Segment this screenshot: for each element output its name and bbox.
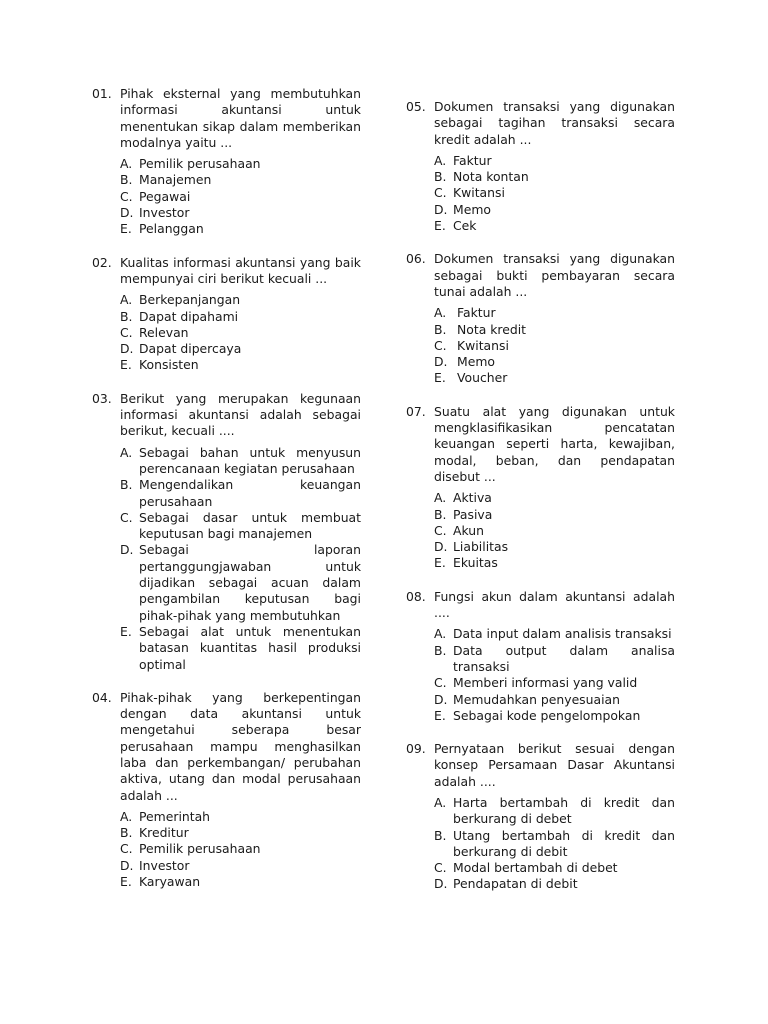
- option-letter: D.: [120, 542, 134, 558]
- question-number: 03.: [92, 390, 112, 406]
- option-text: Pendapatan di debit: [453, 876, 578, 892]
- option-letter: B.: [434, 321, 447, 337]
- question-number: 06.: [406, 251, 426, 267]
- question-item: [92, 255, 361, 374]
- answer-option: [434, 370, 675, 386]
- question-text: Fungsi akun dalam akuntansi adalah ....: [434, 588, 675, 621]
- option-letter: E.: [120, 874, 132, 890]
- option-text: Kwitansi: [457, 337, 509, 353]
- question-text: Dokumen transaksi yang digunakan sebagai tagihan transaksi secara kredit adalah ...: [434, 99, 675, 147]
- option-letter: A.: [434, 794, 447, 810]
- answer-option: [120, 825, 361, 841]
- answer-options: [434, 153, 675, 234]
- option-letter: B.: [434, 642, 447, 658]
- option-letter: C.: [120, 324, 133, 340]
- option-text: Relevan: [139, 324, 189, 340]
- option-text: Memo: [453, 201, 491, 217]
- question-stem: [92, 86, 361, 151]
- question-item: [406, 741, 675, 893]
- answer-option: [120, 858, 361, 874]
- option-letter: A.: [434, 305, 447, 321]
- option-letter: A.: [120, 156, 133, 172]
- answer-options: [120, 156, 361, 237]
- option-text: Data input dalam analisis transaksi: [453, 626, 672, 642]
- option-text: Dapat dipahami: [139, 308, 239, 324]
- answer-option: [434, 338, 675, 354]
- option-text: Memudahkan penyesuaian: [453, 691, 620, 707]
- option-letter: A.: [120, 444, 133, 460]
- answer-option: [120, 874, 361, 890]
- option-text: Nota kontan: [453, 169, 529, 185]
- answer-option: [120, 221, 361, 237]
- option-text: Cek: [453, 218, 477, 234]
- answer-option: [120, 205, 361, 221]
- question-number: 09.: [406, 741, 426, 757]
- question-text: Pihak-pihak yang berkepentingan dengan data akuntansi untuk mengetahui seberapa besar perusahaan mampu menghasilkan laba dan perkembangan/ perubahan aktiva, utang dan modal perusahaan adalah ...: [120, 689, 361, 803]
- option-text: Utang bertambah di kredit dan berkurang di debit: [453, 827, 675, 859]
- option-text: Pegawai: [139, 188, 191, 204]
- option-letter: B.: [434, 827, 447, 843]
- answer-option: [120, 341, 361, 357]
- option-letter: A.: [434, 152, 447, 168]
- answer-option: [120, 841, 361, 857]
- answer-option: [120, 309, 361, 325]
- option-letter: D.: [120, 341, 134, 357]
- option-text: Aktiva: [453, 490, 492, 506]
- question-text: Berikut yang merupakan kegunaan informasi akuntansi adalah sebagai berikut, kecuali ....: [120, 390, 361, 439]
- answer-option: [434, 675, 675, 691]
- answer-options: [120, 445, 361, 673]
- option-letter: D.: [434, 876, 448, 892]
- answer-option: [434, 305, 675, 321]
- option-letter: E.: [120, 221, 132, 237]
- question-item: [406, 589, 675, 724]
- option-text: Akun: [453, 522, 484, 538]
- answer-option: [120, 477, 361, 510]
- answer-option: [434, 626, 675, 642]
- option-text: Sebagai alat untuk menentukan batasan kuantitas hasil produksi optimal: [139, 623, 361, 672]
- question-number: 05.: [406, 99, 426, 114]
- answer-option: [434, 555, 675, 571]
- option-text: Kwitansi: [453, 185, 505, 201]
- question-number: 07.: [406, 403, 426, 419]
- option-letter: C.: [434, 185, 447, 201]
- option-text: Sebagai laporan pertanggungjawaban untuk dijadikan sebagai acuan dalam pengambilan keputusan bagi pihak-pihak yang membutuhkan: [139, 542, 361, 623]
- question-text: Dokumen transaksi yang digunakan sebagai bukti pembayaran secara tunai adalah ...: [434, 251, 675, 299]
- question-text: Suatu alat yang digunakan untuk mengklasifikasikan pencatatan keuangan seperti harta, kewajiban, modal, beban, dan pendapatan disebut ...: [434, 403, 675, 484]
- option-letter: B.: [120, 825, 133, 841]
- answer-option: [120, 189, 361, 205]
- question-stem: [92, 391, 361, 440]
- option-text: Sebagai dasar untuk membuat keputusan bagi manajemen: [139, 509, 361, 542]
- option-letter: A.: [434, 626, 447, 642]
- option-text: Manajemen: [139, 172, 212, 188]
- option-text: Pemerintah: [139, 808, 211, 824]
- answer-option: [434, 523, 675, 539]
- option-text: Berkepanjangan: [139, 292, 241, 308]
- option-letter: C.: [434, 675, 447, 691]
- answer-options: [434, 305, 675, 386]
- option-letter: E.: [120, 357, 132, 373]
- left-question-column: [92, 86, 361, 907]
- option-text: Dapat dipercaya: [139, 341, 242, 357]
- answer-option: [434, 860, 675, 876]
- option-letter: E.: [434, 370, 446, 386]
- option-letter: E.: [434, 555, 446, 571]
- option-text: Investor: [139, 857, 190, 873]
- question-text: Pihak eksternal yang membutuhkan informasi akuntansi untuk menentukan sikap dalam memberikan modalnya yaitu ...: [120, 86, 361, 150]
- answer-option: [434, 795, 675, 828]
- option-text: Memo: [457, 354, 495, 370]
- option-text: Karyawan: [139, 874, 201, 890]
- answer-option: [120, 156, 361, 172]
- question-text: Kualitas informasi akuntansi yang baik mempunyai ciri berikut kecuali ...: [120, 254, 361, 286]
- answer-option: [120, 542, 361, 623]
- option-text: Modal bertambah di debet: [453, 860, 618, 876]
- answer-option: [120, 624, 361, 673]
- answer-option: [434, 708, 675, 724]
- option-text: Nota kredit: [457, 321, 527, 337]
- option-letter: B.: [120, 308, 133, 324]
- option-text: Sebagai kode pengelompokan: [453, 707, 641, 723]
- option-text: Mengendalikan keuangan perusahaan: [139, 477, 361, 509]
- answer-options: [120, 292, 361, 373]
- answer-options: [120, 809, 361, 890]
- option-letter: C.: [434, 337, 447, 353]
- question-number: 04.: [92, 689, 112, 705]
- option-letter: A.: [120, 292, 133, 308]
- question-item: [92, 391, 361, 673]
- option-letter: E.: [434, 707, 446, 723]
- answer-option: [434, 507, 675, 523]
- answer-option: [434, 490, 675, 506]
- answer-option: [434, 322, 675, 338]
- option-text: Ekuitas: [453, 555, 498, 571]
- option-letter: C.: [434, 522, 447, 538]
- option-text: Data output dalam analisa transaksi: [453, 642, 675, 674]
- option-text: Liabilitas: [453, 539, 509, 555]
- answer-option: [434, 218, 675, 234]
- option-text: Sebagai bahan untuk menyusun perencanaan kegiatan perusahaan: [139, 444, 361, 476]
- question-stem: [406, 589, 675, 622]
- option-text: Faktur: [457, 305, 496, 321]
- question-stem: [406, 404, 675, 485]
- option-text: Pasiva: [453, 506, 493, 522]
- answer-option: [434, 202, 675, 218]
- option-letter: E.: [120, 623, 132, 639]
- answer-option: [120, 357, 361, 373]
- answer-option: [434, 185, 675, 201]
- question-number: 02.: [92, 254, 112, 270]
- option-text: Faktur: [453, 152, 492, 168]
- question-number: 01.: [92, 86, 112, 101]
- option-text: Pemilik perusahaan: [139, 841, 261, 857]
- option-letter: B.: [434, 169, 447, 185]
- answer-option: [120, 325, 361, 341]
- answer-option: [434, 169, 675, 185]
- question-stem: [92, 690, 361, 804]
- option-letter: C.: [120, 509, 133, 525]
- answer-option: [120, 445, 361, 478]
- answer-option: [434, 876, 675, 892]
- question-stem: [92, 255, 361, 288]
- option-text: Pelanggan: [139, 221, 204, 237]
- question-stem: [406, 99, 675, 148]
- option-text: Memberi informasi yang valid: [453, 675, 638, 691]
- answer-option: [434, 153, 675, 169]
- question-item: [406, 99, 675, 234]
- option-text: Voucher: [457, 370, 508, 386]
- option-letter: B.: [434, 506, 447, 522]
- answer-options: [434, 626, 675, 724]
- question-item: [406, 404, 675, 572]
- answer-options: [434, 795, 675, 893]
- option-letter: A.: [434, 490, 447, 506]
- option-letter: C.: [120, 188, 133, 204]
- question-item: [92, 690, 361, 891]
- option-letter: D.: [434, 354, 448, 370]
- answer-option: [434, 828, 675, 861]
- question-stem: [406, 251, 675, 300]
- answer-option: [120, 172, 361, 188]
- option-text: Pemilik perusahaan: [139, 156, 261, 172]
- option-letter: D.: [434, 691, 448, 707]
- answer-option: [434, 692, 675, 708]
- option-letter: C.: [434, 860, 447, 876]
- option-letter: B.: [120, 477, 133, 493]
- answer-option: [120, 809, 361, 825]
- option-text: Harta bertambah di kredit dan berkurang di debet: [453, 794, 675, 827]
- question-text: Pernyataan berikut sesuai dengan konsep Persamaan Dasar Akuntansi adalah ....: [434, 741, 675, 789]
- option-text: Kreditur: [139, 825, 189, 841]
- question-item: [406, 251, 675, 386]
- option-letter: D.: [434, 201, 448, 217]
- question-item: [92, 86, 361, 238]
- answer-option: [434, 643, 675, 676]
- answer-option: [120, 292, 361, 308]
- option-letter: E.: [434, 218, 446, 234]
- option-text: Konsisten: [139, 357, 199, 373]
- option-letter: D.: [434, 539, 448, 555]
- answer-option: [434, 539, 675, 555]
- question-stem: [406, 741, 675, 790]
- answer-option: [120, 510, 361, 543]
- answer-options: [434, 490, 675, 571]
- answer-option: [434, 354, 675, 370]
- question-number: 08.: [406, 588, 426, 604]
- option-letter: D.: [120, 857, 134, 873]
- option-letter: C.: [120, 841, 133, 857]
- option-letter: D.: [120, 205, 134, 221]
- option-letter: B.: [120, 172, 133, 188]
- right-question-column: [406, 99, 675, 910]
- option-letter: A.: [120, 808, 133, 824]
- option-text: Investor: [139, 205, 190, 221]
